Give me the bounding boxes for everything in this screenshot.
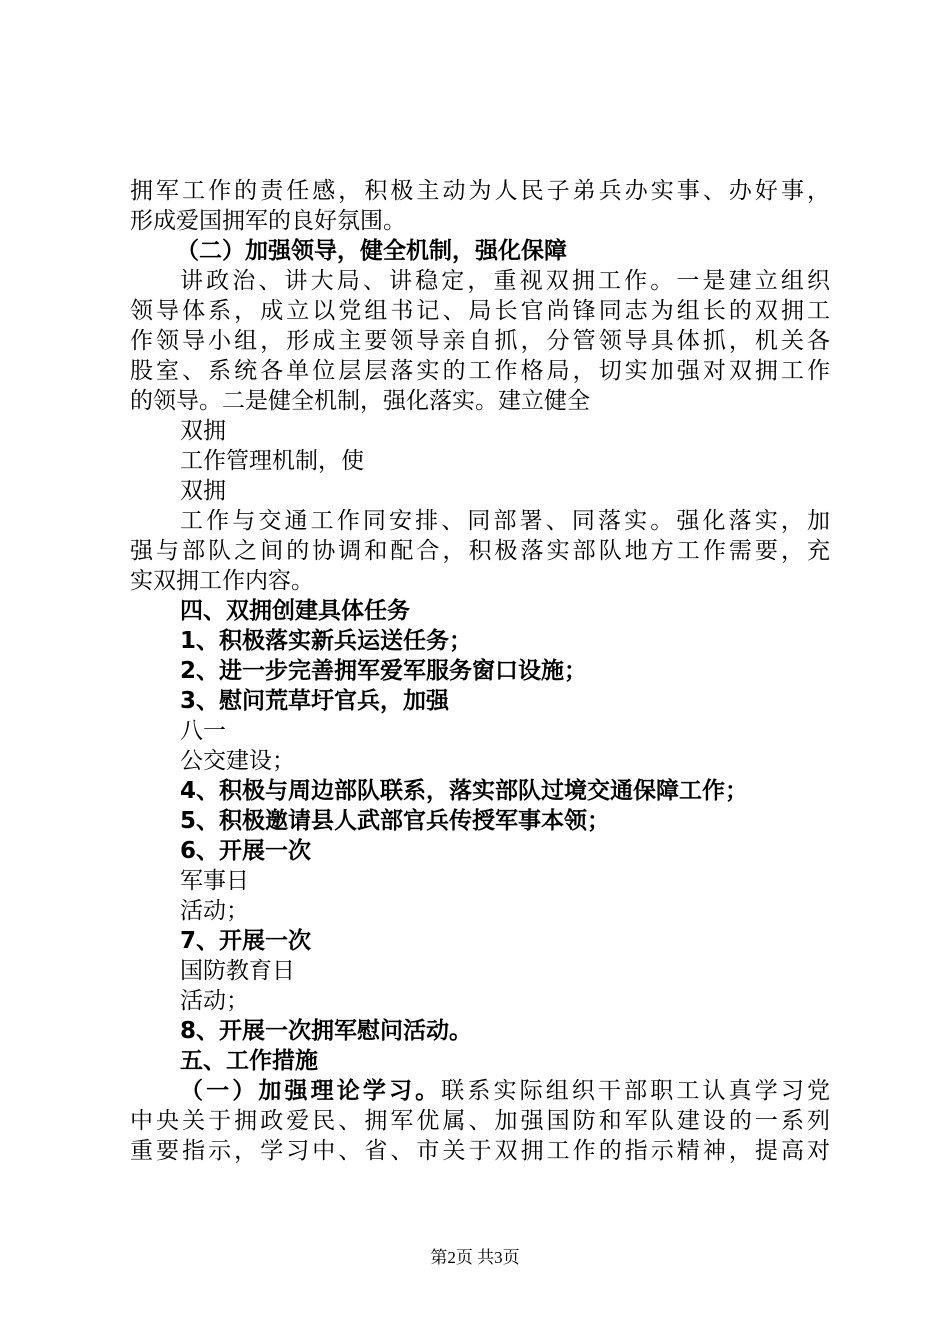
- body-line: 工作与交通工作同安排、同部署、同落实。强化落实，加: [180, 508, 830, 534]
- body-line: 国防教育日: [180, 958, 295, 984]
- body-line: 领导体系，成立以党组书记、局长官尚锋同志为组长的双拥工: [130, 298, 830, 324]
- body-line: 强与部队之间的协调和配合，积极落实部队地方工作需要，充: [130, 538, 830, 564]
- task-item: 7、开展一次: [180, 928, 312, 954]
- body-line: 活动；: [180, 988, 249, 1014]
- task-item: 5、积极邀请县人武部官兵传授军事本领；: [180, 808, 611, 834]
- task-item: 2、进一步完善拥军爱军服务窗口设施；: [180, 658, 588, 684]
- task-item: 4、积极与周边部队联系，落实部队过境交通保障工作；: [180, 778, 749, 804]
- body-line: 实双拥工作内容。: [130, 568, 314, 594]
- body-line: 中央关于拥政爱民、拥军优属、加强国防和军队建设的一系列: [130, 1108, 830, 1134]
- body-line: 的领导。二是健全机制，强化落实。建立健全: [130, 388, 590, 414]
- body-line: 拥军工作的责任感，积极主动为人民子弟兵办实事、办好事，: [130, 178, 830, 204]
- body-line: 作领导小组，形成主要领导亲自抓，分管领导具体抓，机关各: [130, 328, 830, 354]
- section-heading: 四、双拥创建具体任务: [180, 598, 410, 624]
- body-line: 工作管理机制，使: [180, 448, 364, 474]
- measures-lead: （一）加强理论学习。: [180, 1078, 442, 1104]
- body-line: 股室、系统各单位层层落实的工作格局，切实加强对双拥工作: [130, 358, 830, 384]
- page-footer: 第2页 共3页: [430, 1248, 520, 1267]
- section-heading: （二）加强领导，健全机制，强化保障: [176, 238, 567, 264]
- document-body: [130, 176, 830, 1166]
- measures-line: [130, 1076, 830, 1106]
- task-item: 3、慰问荒草圩官兵，加强: [180, 688, 450, 714]
- body-line: 活动；: [180, 898, 249, 924]
- body-line: 形成爱国拥军的良好氛围。: [130, 208, 406, 234]
- body-line: 八一: [180, 718, 226, 744]
- body-line: 公交建设；: [180, 748, 295, 774]
- section-heading: 五、工作措施: [180, 1048, 318, 1074]
- body-line: 重要指示，学习中、省、市关于双拥工作的指示精神，提高对: [130, 1138, 830, 1164]
- task-item: 8、开展一次拥军慰问活动。: [180, 1018, 473, 1044]
- body-line: 双拥: [180, 478, 226, 504]
- measures-rest: 联系实际组织干部职工认真学习党: [441, 1078, 830, 1104]
- task-item: 6、开展一次: [180, 838, 312, 864]
- body-line: 讲政治、讲大局、讲稳定，重视双拥工作。一是建立组织: [180, 268, 830, 294]
- body-line: 军事日: [180, 868, 249, 894]
- task-item: 1、积极落实新兵运送任务；: [180, 628, 473, 654]
- body-line: 双拥: [180, 418, 226, 444]
